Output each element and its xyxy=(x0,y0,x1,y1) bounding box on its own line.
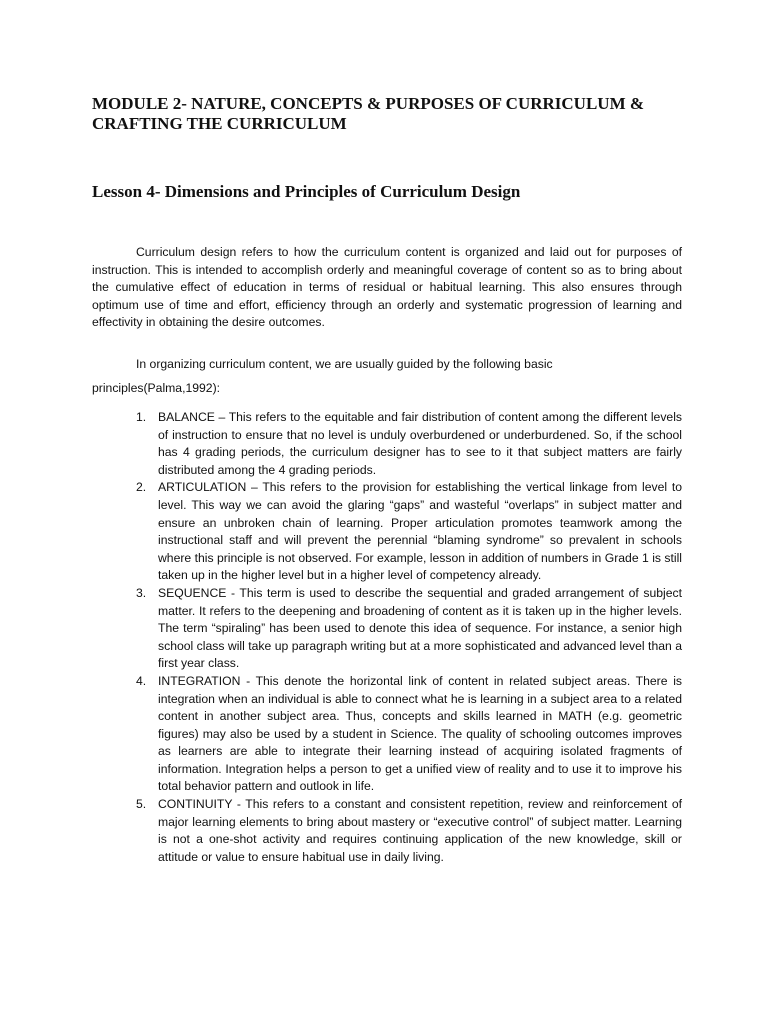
principles-list xyxy=(136,409,682,866)
principle-text: INTEGRATION - This denote the horizontal link of content in related subject areas. There is integration when an individual is able to connect what he is learning in a subject area to a related content in another subject area. Thus, concepts and skills learned in MATH (e.g. geometric figures) may also be used by a student in Science. The quality of schooling outcomes improves as learners are able to integrate their learning instead of acquiring isolated fragments of information. Integration helps a person to get a unified view of reality and to use it to improve his total behavior pattern and outlook in life. xyxy=(158,673,682,794)
principle-text: ARTICULATION – This refers to the provision for establishing the vertical linkage from level to level. This way we can avoid the glaring “gaps” and wasteful “overlaps” in subject matter and ensure an unbroken chain of learning. Proper articulation promotes teamwork among the instructional staff and will prevent the perennial “blaming syndrome” so prevalent in schools where this principle is not observed. For example, lesson in addition of numbers in Grade 1 is still taken up in the higher level but in a higher level of competency already. xyxy=(158,480,682,583)
organizing-paragraph xyxy=(92,356,682,397)
principle-text: CONTINUITY - This refers to a constant and consistent repetition, review and reinforcement of major learning elements to bring about mastery or “executive control” of subject matter. Learning is not a one-shot activity and requires continuing application of the new knowledge, skill or attitude or value to ensure habitual use in daily living. xyxy=(158,797,682,864)
principle-articulation xyxy=(136,479,682,585)
principle-number: 2. xyxy=(136,480,147,495)
principle-continuity xyxy=(136,796,682,866)
organizing-line-2: principles(Palma,1992): xyxy=(92,380,221,395)
principle-number: 5. xyxy=(136,797,147,812)
principle-number: 4. xyxy=(136,673,147,688)
lesson-title: Lesson 4- Dimensions and Principles of Curriculum Design xyxy=(92,182,521,201)
principle-number: 1. xyxy=(136,410,147,424)
principle-number: 3. xyxy=(136,585,147,600)
organizing-line-1: In organizing curriculum content, we are usually guided by the following basic xyxy=(136,357,553,371)
module-title: MODULE 2- NATURE, CONCEPTS & PURPOSES OF CURRICULUM & CRAFTING THE CURRICULUM xyxy=(92,94,645,133)
principle-text: BALANCE – This refers to the equitable and fair distribution of content among the different levels of instruction to ensure that no level is unduly overburdened or underburdened. So, if the school has 4 grading periods, the curriculum designer has to see to it that subject matters are fairly distributed among the 4 grading periods. xyxy=(158,410,682,477)
principle-integration xyxy=(136,673,682,796)
principle-sequence xyxy=(136,585,682,673)
principle-balance xyxy=(136,409,682,479)
intro-paragraph: Curriculum design refers to how the curriculum content is organized and laid out for purposes of instruction. This is intended to accomplish orderly and meaningful coverage of content so as to bring about the cumulative effect of education in terms of residual or habitual learning. This also ensures through optimum use of time and effort, efficiency through an orderly and systematic progression of learning and effectivity in obtaining the desire outcomes. xyxy=(92,245,682,330)
principle-text: SEQUENCE - This term is used to describe the sequential and graded arrangement of subject matter. It refers to the deepening and broadening of content as it is taken up in the higher levels. The term “spiraling” has been used to denote this idea of sequence. For instance, a senior high school class will take up paragraph writing but at a more sophisticated and advanced level than a first year class. xyxy=(158,585,682,671)
